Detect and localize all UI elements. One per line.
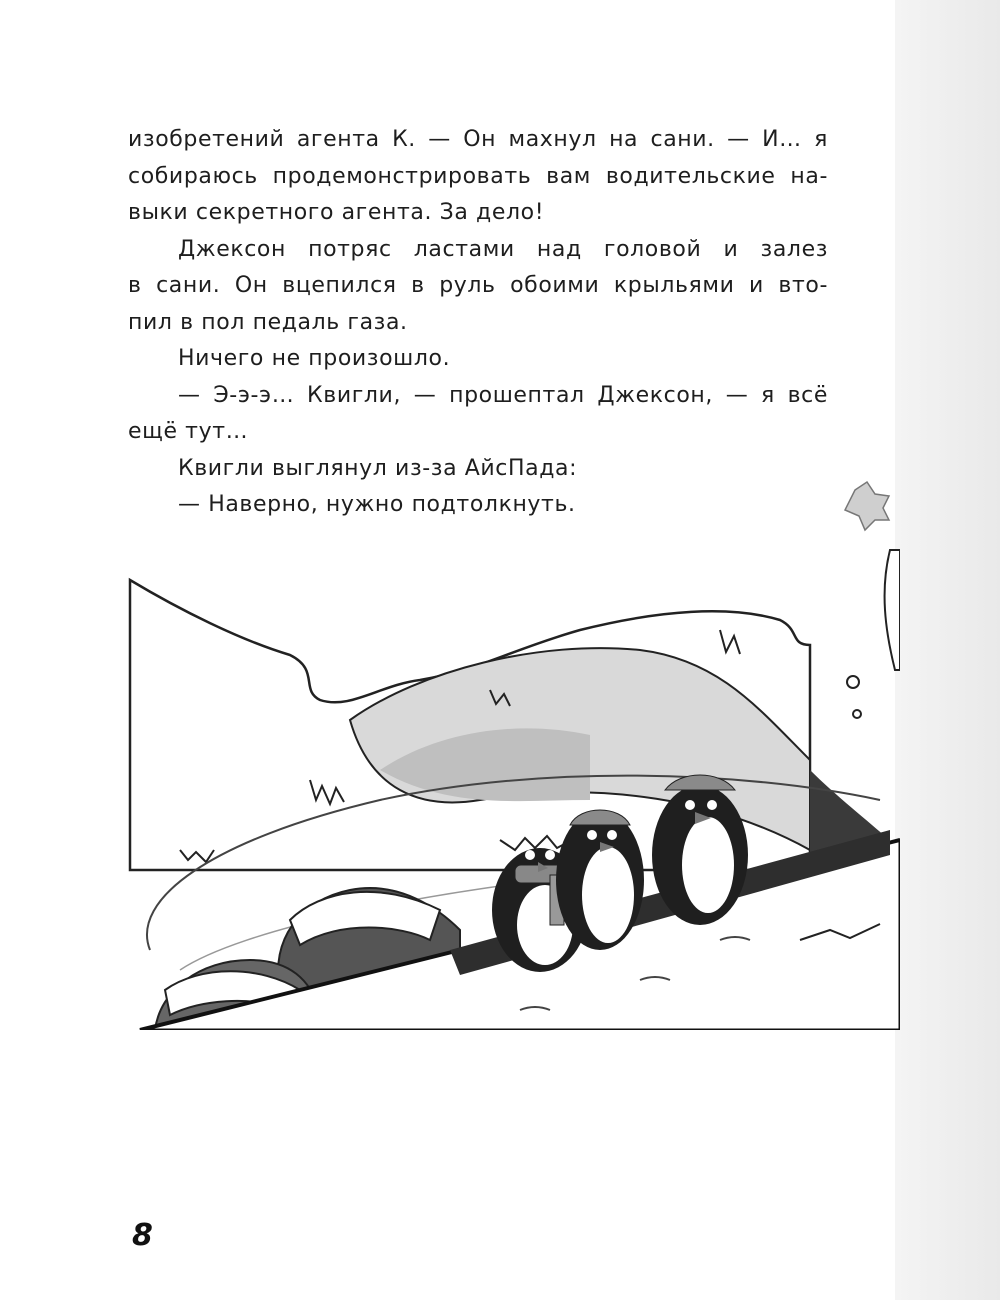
text-line: выки секретного агента. За дело! (128, 200, 545, 225)
text-line: Ничего не произошло. (178, 346, 451, 371)
text-line: ещё тут… (128, 419, 249, 444)
text-line: в сани. Он вцепился в руль обоими крыльями и вто- (128, 273, 828, 298)
penguin-sled-illustration (120, 470, 900, 1030)
text-line: изобретений агента К. — Он махнул на сани. — И… я (128, 127, 828, 152)
text-line: собираюсь продемонстрировать вам водительские на- (128, 163, 828, 189)
body-text (128, 122, 828, 524)
text-line: — Наверно, нужно подтолкнуть. (178, 492, 576, 517)
text-line: — Э-э-э… Квигли, — прошептал Джексон, — я всё (178, 382, 828, 408)
penguin-middle (556, 810, 644, 950)
text-line: Квигли выглянул из-за АйсПада: (178, 455, 578, 481)
page-number: 8 (132, 1218, 153, 1253)
page-edge-shadow (895, 0, 1000, 1300)
text-line: Джексон потряс ластами над головой и залез (178, 236, 828, 262)
text-line: пил в пол педаль газа. (128, 309, 408, 335)
